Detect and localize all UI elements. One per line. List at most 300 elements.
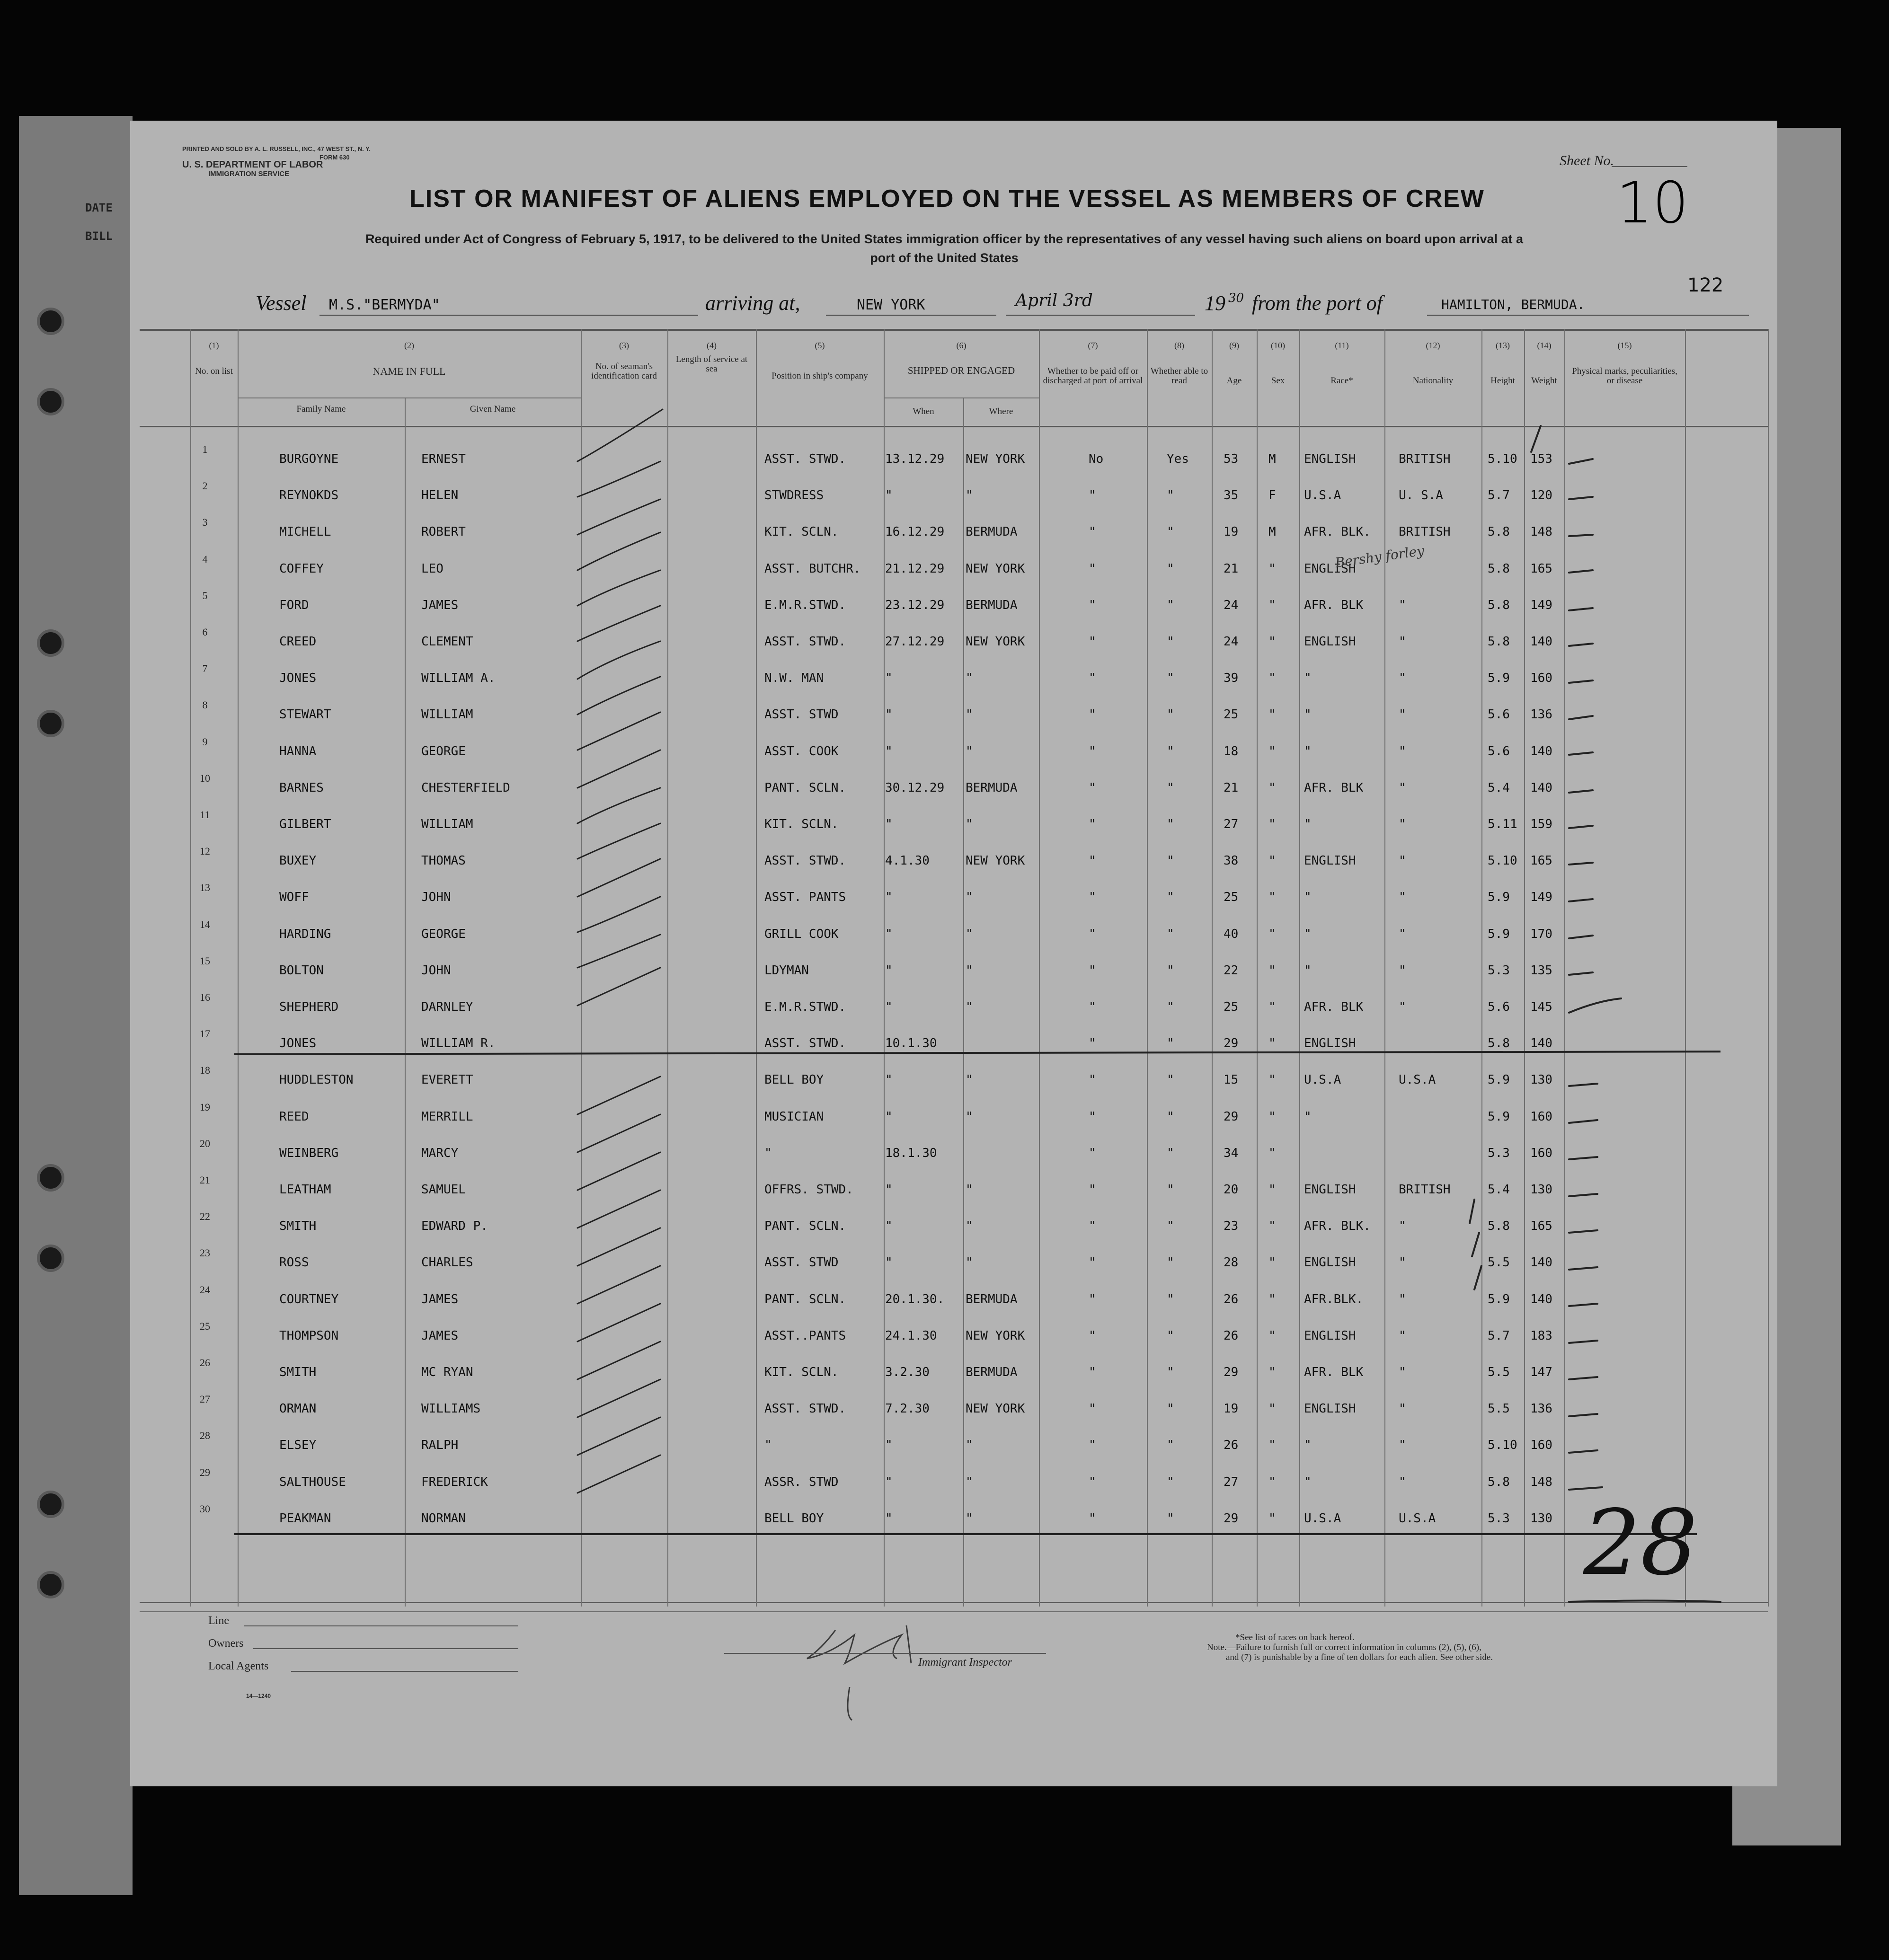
cell-row-number: 9 [202, 735, 208, 748]
cell-sex: " [1268, 1183, 1276, 1197]
inspector-label: Immigrant Inspector [918, 1656, 1012, 1669]
cell-race: AFR. BLK. [1304, 525, 1371, 539]
cell-able-to-read: " [1167, 1292, 1174, 1307]
cell-nationality: BRITISH [1399, 452, 1451, 466]
id-check-stroke [577, 788, 660, 823]
cell-nationality: U. S.A [1399, 488, 1443, 503]
cell-paid-off: " [1089, 561, 1096, 576]
cell-nationality: " [1399, 1365, 1406, 1379]
id-check-stroke [577, 1455, 660, 1493]
handwritten-total: 28 [1583, 1491, 1698, 1595]
cell-row-number: 8 [202, 699, 208, 711]
cell-paid-off: " [1089, 598, 1096, 612]
cell-position: ASSR. STWD [764, 1474, 839, 1489]
cell-height: 5.9 [1488, 671, 1510, 686]
cell-height: 5.6 [1488, 707, 1510, 722]
header-when: When [913, 406, 934, 416]
cell-paid-off: " [1089, 890, 1096, 905]
cell-weight: 149 [1530, 890, 1552, 905]
cell-race: ENGLISH [1304, 1402, 1356, 1416]
cell-family-name: FORD [279, 598, 309, 612]
cell-shipped-where: " [966, 1183, 973, 1197]
cell-age: 25 [1224, 1000, 1239, 1014]
cell-family-name: HANNA [279, 744, 317, 759]
header-race: Race* [1330, 376, 1353, 386]
cell-sex: " [1268, 927, 1276, 941]
cell-paid-off: " [1089, 1109, 1096, 1124]
cell-family-name: ELSEY [279, 1438, 317, 1453]
subtitle-line-1: Required under Act of Congress of February 5, 1917, to be delivered to the United States immigration officer by the representatives of any vessel having such aliens on board upon arrival at a [365, 232, 1524, 246]
cell-weight: 160 [1530, 1438, 1552, 1453]
cell-row-number: 6 [202, 626, 208, 638]
id-check-stroke [577, 1266, 660, 1304]
cell-able-to-read: " [1167, 744, 1174, 759]
cell-height: 5.8 [1488, 635, 1510, 649]
page-number: 122 [1687, 274, 1724, 296]
cell-nationality: " [1399, 744, 1406, 759]
stamp-bill: BILL [85, 230, 113, 243]
binder-hole [37, 1245, 64, 1272]
cell-race: U.S.A [1304, 488, 1341, 503]
sheet-label: Sheet No. [1560, 153, 1614, 168]
cell-position: OFFRS. STWD. [764, 1183, 853, 1197]
cell-family-name: REYNOKDS [279, 488, 339, 503]
cell-race: ENGLISH [1304, 452, 1356, 466]
cell-given-name: JAMES [421, 598, 459, 612]
cell-position: BELL BOY [764, 1073, 824, 1087]
cell-shipped-when: " [885, 1000, 893, 1014]
cell-shipped-when: " [885, 1219, 893, 1234]
cell-age: 20 [1224, 1183, 1239, 1197]
cell-height: 5.9 [1488, 1073, 1510, 1087]
cell-shipped-where: NEW YORK [966, 452, 1025, 466]
cell-given-name: WILLIAM [421, 817, 473, 831]
cell-row-number: 15 [200, 954, 210, 967]
cell-shipped-where: " [966, 671, 973, 686]
cell-row-number: 12 [200, 845, 210, 857]
cell-height: 5.8 [1488, 525, 1510, 539]
cell-nationality: " [1399, 1474, 1406, 1489]
cell-sex: " [1268, 890, 1276, 905]
cell-sex: " [1268, 1365, 1276, 1379]
binder-hole [37, 1491, 64, 1518]
cell-given-name: NORMAN [421, 1511, 466, 1526]
cell-position: ASST. PANTS [764, 890, 846, 905]
cell-family-name: CREED [279, 635, 317, 649]
cell-sex: " [1268, 963, 1276, 978]
cell-shipped-when: 13.12.29 [885, 452, 945, 466]
cell-race: " [1304, 1474, 1312, 1489]
cell-row-number: 26 [200, 1357, 210, 1368]
cell-family-name: BOLTON [279, 963, 324, 978]
cell-shipped-when: " [885, 1255, 893, 1270]
cell-able-to-read: " [1167, 780, 1174, 795]
footer-owners-rule [253, 1648, 518, 1649]
cell-height: 5.5 [1488, 1255, 1510, 1270]
col-num-4: (4) [707, 341, 717, 350]
cell-race: " [1304, 963, 1312, 978]
id-check-stroke [577, 409, 663, 461]
cell-shipped-when: 4.1.30 [885, 854, 930, 868]
cell-height: 5.4 [1488, 1183, 1510, 1197]
cell-given-name: GEORGE [421, 927, 466, 941]
cell-row-number: 10 [200, 772, 210, 784]
cell-weight: 147 [1530, 1365, 1552, 1379]
cell-height: 5.4 [1488, 780, 1510, 795]
cell-row-number: 3 [202, 516, 208, 529]
cell-sex: " [1268, 780, 1276, 795]
marks-dash [1569, 1084, 1597, 1086]
check-mark [1472, 1233, 1479, 1256]
col-num-11: (11) [1335, 341, 1349, 350]
cell-sex: " [1268, 1402, 1276, 1416]
year-suffix: 30 [1228, 291, 1244, 305]
sheet-number: 10 [1616, 170, 1689, 236]
cell-height: 5.10 [1488, 854, 1517, 868]
cell-given-name: LEO [421, 561, 443, 576]
cell-able-to-read: " [1167, 1109, 1174, 1124]
cell-weight: 140 [1530, 1255, 1552, 1270]
col-num-2: (2) [404, 341, 414, 350]
cell-paid-off: " [1089, 1255, 1096, 1270]
cell-sex: " [1268, 1292, 1276, 1307]
cell-sex: " [1268, 854, 1276, 868]
id-check-stroke [577, 570, 660, 606]
cell-height: 5.9 [1488, 1292, 1510, 1307]
cell-shipped-where: NEW YORK [966, 635, 1025, 649]
cell-shipped-when: " [885, 1183, 893, 1197]
header-name-in-full: NAME IN FULL [372, 365, 446, 377]
cell-nationality: " [1399, 671, 1406, 686]
cell-position: ASST. STWD [764, 707, 839, 722]
cell-shipped-where: " [966, 1511, 973, 1526]
cell-row-number: 18 [200, 1064, 210, 1077]
id-check-stroke [577, 1077, 660, 1114]
header-physical-marks: Physical marks, peculiarities, or disease [1572, 366, 1677, 386]
cell-race: ENGLISH [1304, 1328, 1356, 1343]
cell-family-name: BARNES [279, 780, 324, 795]
cell-shipped-where: " [966, 890, 973, 905]
arriving-label: arriving at, [705, 291, 800, 315]
cell-age: 34 [1224, 1146, 1239, 1160]
cell-position: STWDRESS [764, 488, 824, 503]
cell-shipped-when: 30.12.29 [885, 780, 945, 795]
col-num-5: (5) [815, 341, 825, 350]
cell-family-name: JONES [279, 1036, 317, 1051]
id-check-stroke [577, 499, 660, 535]
col-num-7: (7) [1088, 341, 1098, 350]
id-check-stroke [577, 1152, 660, 1190]
cell-shipped-when: " [885, 1073, 893, 1087]
col-num-15: (15) [1617, 341, 1632, 350]
note-line-2: and (7) is punishable by a fine of ten dollars for each alien. See other side. [1226, 1652, 1493, 1662]
cell-race: ENGLISH [1304, 1255, 1356, 1270]
cell-age: 23 [1224, 1219, 1239, 1234]
cell-able-to-read: " [1167, 671, 1174, 686]
service: IMMIGRATION SERVICE [208, 170, 290, 178]
cell-able-to-read: " [1167, 635, 1174, 649]
id-check-stroke [577, 532, 660, 570]
cell-given-name: MC RYAN [421, 1365, 473, 1379]
manifest-page [130, 121, 1777, 1786]
cell-nationality: " [1399, 890, 1406, 905]
cell-family-name: HUDDLESTON [279, 1073, 354, 1087]
cell-position: ASST. STWD. [764, 452, 846, 466]
cell-sex: " [1268, 1219, 1276, 1234]
cell-row-number: 7 [202, 662, 208, 675]
cell-family-name: SMITH [279, 1219, 317, 1234]
footer-agents-rule [291, 1671, 518, 1672]
cell-race: " [1304, 744, 1312, 759]
cell-shipped-when: 18.1.30 [885, 1146, 937, 1160]
cell-weight: 145 [1530, 1000, 1552, 1014]
marks-dash [1569, 1414, 1597, 1416]
cell-able-to-read: " [1167, 1183, 1174, 1197]
cell-position: N.W. MAN [764, 671, 824, 686]
cell-age: 29 [1224, 1511, 1239, 1526]
vessel-name: M.S."BERMYDA" [329, 297, 440, 313]
cell-shipped-when: 7.2.30 [885, 1402, 930, 1416]
cell-family-name: SMITH [279, 1365, 317, 1379]
cell-sex: " [1268, 1474, 1276, 1489]
cell-weight: 136 [1530, 707, 1552, 722]
cell-shipped-where: BERMUDA [966, 598, 1018, 612]
cell-nationality: " [1399, 1438, 1406, 1453]
marks-dash [1569, 790, 1593, 793]
marks-dash [1569, 1341, 1597, 1343]
cell-sex: " [1268, 744, 1276, 759]
cell-shipped-when: " [885, 1511, 893, 1526]
cell-row-number: 25 [200, 1320, 210, 1332]
footer-agents-label: Local Agents [208, 1660, 269, 1672]
id-check-stroke [577, 606, 660, 641]
cell-shipped-when: " [885, 1474, 893, 1489]
cell-sex: " [1268, 561, 1276, 576]
cell-family-name: HARDING [279, 927, 331, 941]
cell-given-name: WILLIAM [421, 707, 473, 722]
cell-family-name: ROSS [279, 1255, 309, 1270]
cell-row-number: 2 [202, 480, 208, 492]
department: U. S. DEPARTMENT OF LABOR [182, 159, 323, 170]
cell-given-name: CHESTERFIELD [421, 780, 510, 795]
cell-position: ASST. STWD. [764, 1036, 846, 1051]
cell-age: 29 [1224, 1109, 1239, 1124]
cell-height: 5.8 [1488, 1474, 1510, 1489]
cell-position: KIT. SCLN. [764, 525, 839, 539]
cell-position: ASST. STWD [764, 1255, 839, 1270]
cell-weight: 140 [1530, 635, 1552, 649]
cell-family-name: COFFEY [279, 561, 324, 576]
cell-paid-off: " [1089, 854, 1096, 868]
cell-able-to-read: " [1167, 1402, 1174, 1416]
cell-given-name: EDWARD P. [421, 1219, 488, 1234]
cell-paid-off: " [1089, 671, 1096, 686]
departure-port: HAMILTON, BERMUDA. [1441, 297, 1585, 312]
cell-height: 5.7 [1488, 488, 1510, 503]
subtitle-line-2: port of the United States [870, 251, 1019, 265]
header-no-on-list: No. on list [195, 366, 233, 376]
cell-row-number: 16 [200, 991, 210, 1003]
cell-row-number: 11 [200, 809, 210, 821]
cell-weight: 140 [1530, 1036, 1552, 1051]
cell-weight: 130 [1530, 1073, 1552, 1087]
cell-given-name: JAMES [421, 1292, 459, 1307]
cell-paid-off: " [1089, 780, 1096, 795]
cell-shipped-where: " [966, 1109, 973, 1124]
cell-age: 29 [1224, 1365, 1239, 1379]
cell-shipped-where: NEW YORK [966, 1402, 1025, 1416]
cell-nationality: " [1399, 927, 1406, 941]
cell-family-name: BUXEY [279, 854, 317, 868]
cell-weight: 165 [1530, 854, 1552, 868]
binder-hole [37, 629, 64, 657]
check-mark [1531, 426, 1541, 452]
col-num-3: (3) [619, 341, 629, 350]
header-id-card: No. of seaman's identification card [591, 362, 657, 381]
cell-age: 29 [1224, 1036, 1239, 1051]
cell-given-name: DARNLEY [421, 1000, 473, 1014]
cell-race: " [1304, 1438, 1312, 1453]
cell-paid-off: " [1089, 707, 1096, 722]
cell-race: AFR. BLK [1304, 780, 1364, 795]
cell-able-to-read: " [1167, 1365, 1174, 1379]
marks-dash [1569, 936, 1593, 938]
left-binding-strip [19, 116, 133, 1895]
cell-sex: " [1268, 598, 1276, 612]
cell-shipped-when: 24.1.30 [885, 1328, 937, 1343]
cell-family-name: COURTNEY [279, 1292, 339, 1307]
header-length-service: Length of service at sea [675, 354, 748, 374]
printer-credit: PRINTED AND SOLD BY A. L. RUSSELL, INC., 47 WEST ST., N. Y. [182, 145, 371, 152]
cell-sex: " [1268, 1255, 1276, 1270]
cell-height: 5.10 [1488, 452, 1517, 466]
cell-shipped-where: " [966, 817, 973, 831]
cell-height: 5.3 [1488, 963, 1510, 978]
cell-shipped-where: " [966, 1073, 973, 1087]
cell-given-name: HELEN [421, 488, 459, 503]
footer-line-label: Line [208, 1615, 229, 1627]
col-num-14: (14) [1537, 341, 1552, 350]
col-num-1: (1) [209, 341, 219, 350]
cell-age: 35 [1224, 488, 1239, 503]
cell-paid-off: " [1089, 1474, 1096, 1489]
cell-race: U.S.A [1304, 1073, 1341, 1087]
cell-shipped-where: BERMUDA [966, 525, 1018, 539]
cell-family-name: THOMPSON [279, 1328, 339, 1343]
id-check-stroke [577, 750, 660, 788]
cell-position: ASST..PANTS [764, 1328, 846, 1343]
cell-height: 5.8 [1488, 1036, 1510, 1051]
cell-position: ASST. BUTCHR. [764, 561, 861, 576]
cell-weight: 120 [1530, 488, 1552, 503]
cell-nationality: U.S.A [1399, 1511, 1436, 1526]
cell-position: " [764, 1146, 772, 1160]
cell-weight: 165 [1530, 561, 1552, 576]
header-paid-off: Whether to be paid off or discharged at port of arrival [1043, 366, 1143, 386]
cell-height: 5.8 [1488, 598, 1510, 612]
binder-hole [37, 308, 64, 335]
header-age: Age [1226, 376, 1242, 386]
cell-height: 5.3 [1488, 1146, 1510, 1160]
cell-paid-off: No [1089, 452, 1104, 466]
cell-sex: " [1268, 1438, 1276, 1453]
id-check-stroke [577, 968, 660, 1006]
cell-height: 5.5 [1488, 1365, 1510, 1379]
cell-sex: " [1268, 707, 1276, 722]
cell-height: 5.10 [1488, 1438, 1517, 1453]
year-prefix: 19 [1205, 291, 1225, 315]
cell-race: AFR. BLK [1304, 598, 1364, 612]
cell-shipped-when: 3.2.30 [885, 1365, 930, 1379]
vessel-label: Vessel [256, 291, 307, 315]
cell-able-to-read: " [1167, 1073, 1174, 1087]
marks-dash [1569, 863, 1593, 865]
cell-sex: " [1268, 1146, 1276, 1160]
stamp-date: DATE [85, 201, 113, 214]
cell-able-to-read: " [1167, 1255, 1174, 1270]
cell-able-to-read: " [1167, 1219, 1174, 1234]
cell-nationality: " [1399, 1255, 1406, 1270]
cell-shipped-when: 16.12.29 [885, 525, 945, 539]
cell-race: " [1304, 927, 1312, 941]
cell-given-name: CLEMENT [421, 635, 473, 649]
cell-age: 27 [1224, 817, 1239, 831]
cell-race: U.S.A [1304, 1511, 1341, 1526]
id-check-stroke [577, 1417, 660, 1455]
cell-age: 38 [1224, 854, 1239, 868]
cell-race: AFR. BLK [1304, 1000, 1364, 1014]
cell-race: " [1304, 1109, 1312, 1124]
cell-given-name: EVERETT [421, 1073, 473, 1087]
cell-given-name: RALPH [421, 1438, 459, 1453]
id-check-stroke [577, 1114, 660, 1152]
cell-weight: 140 [1530, 1292, 1552, 1307]
cell-position: E.M.R.STWD. [764, 598, 846, 612]
cell-shipped-where: " [966, 963, 973, 978]
cell-nationality: " [1399, 817, 1406, 831]
marks-dash [1569, 1450, 1597, 1453]
cell-shipped-where: " [966, 744, 973, 759]
cell-row-number: 23 [200, 1247, 210, 1259]
cell-age: 25 [1224, 890, 1239, 905]
cell-nationality: " [1399, 707, 1406, 722]
cell-weight: 130 [1530, 1511, 1552, 1526]
cell-given-name: JAMES [421, 1328, 459, 1343]
marks-dash [1569, 1194, 1597, 1196]
cell-position: KIT. SCLN. [764, 817, 839, 831]
cell-given-name: ROBERT [421, 525, 466, 539]
cell-height: 5.8 [1488, 1219, 1510, 1234]
cell-paid-off: " [1089, 1146, 1096, 1160]
cell-sex: " [1268, 671, 1276, 686]
cell-sex: M [1268, 452, 1276, 466]
cell-paid-off: " [1089, 1219, 1096, 1234]
cell-given-name: JOHN [421, 963, 451, 978]
cell-height: 5.11 [1488, 817, 1517, 831]
cell-weight: 160 [1530, 1146, 1552, 1160]
cell-nationality: " [1399, 1328, 1406, 1343]
note-line-1: Note.—Failure to furnish full or correct information in columns (2), (5), (6), [1207, 1642, 1481, 1652]
cell-able-to-read: " [1167, 854, 1174, 868]
marks-dash [1569, 644, 1593, 646]
cell-shipped-when: 10.1.30 [885, 1036, 937, 1051]
marks-dash [1569, 570, 1593, 573]
cell-height: 5.9 [1488, 890, 1510, 905]
col-num-8: (8) [1174, 341, 1184, 350]
cell-shipped-when: 20.1.30. [885, 1292, 945, 1307]
cell-weight: 149 [1530, 598, 1552, 612]
cell-position: KIT. SCLN. [764, 1365, 839, 1379]
